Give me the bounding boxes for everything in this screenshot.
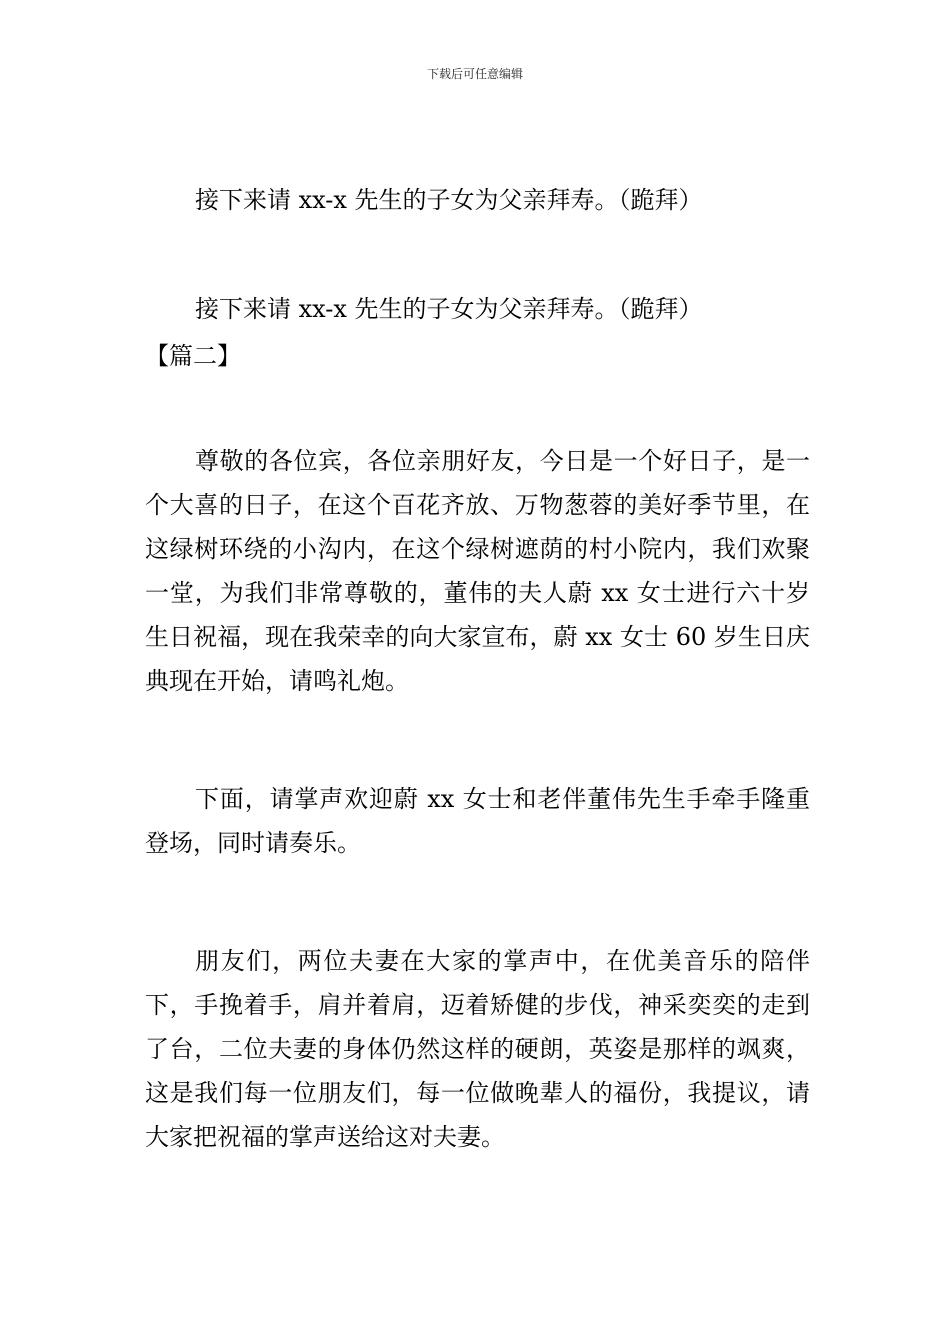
paragraph-entrance: 下面，请掌声欢迎蔚 xx 女士和老伴董伟先生手牵手隆重登场，同时请奏乐。 <box>145 785 810 857</box>
paragraph-applause: 朋友们，两位夫妻在大家的掌声中，在优美音乐的陪伴下，手挽着手，肩并着肩，迈着矫健的步伐，神采奕奕的走到了台，二位夫妻的身体仍然这样的硬朗，英姿是那样的飒爽，这是我们每一位朋友们，每一位做晚辈人的福份，我提议，请大家把祝福的掌声送给这对夫妻。 <box>145 947 810 1151</box>
section-heading: 【篇二】 <box>145 342 241 370</box>
page-header: 下载后可任意编辑 <box>426 67 523 81</box>
paragraph-line-1: 接下来请 xx-x 先生的子女为父亲拜寿。（跪拜） <box>195 186 703 214</box>
paragraph-line-2: 接下来请 xx-x 先生的子女为父亲拜寿。（跪拜） <box>195 295 703 323</box>
paragraph-opening: 尊敬的各位宾，各位亲朋好友，今日是一个好日子，是一个大喜的日子，在这个百花齐放、万物葱蓉的美好季节里，在这绿树环绕的小沟内，在这个绿树遮荫的村小院内，我们欢聚一堂，为我们非常尊敬的，董伟的夫人蔚 xx 女士进行六十岁生日祝福，现在我荣幸的向大家宣布，蔚 xx 女士 60 岁生日庆典现在开始，请鸣礼炮。 <box>145 447 810 695</box>
document-body <box>145 178 810 1159</box>
